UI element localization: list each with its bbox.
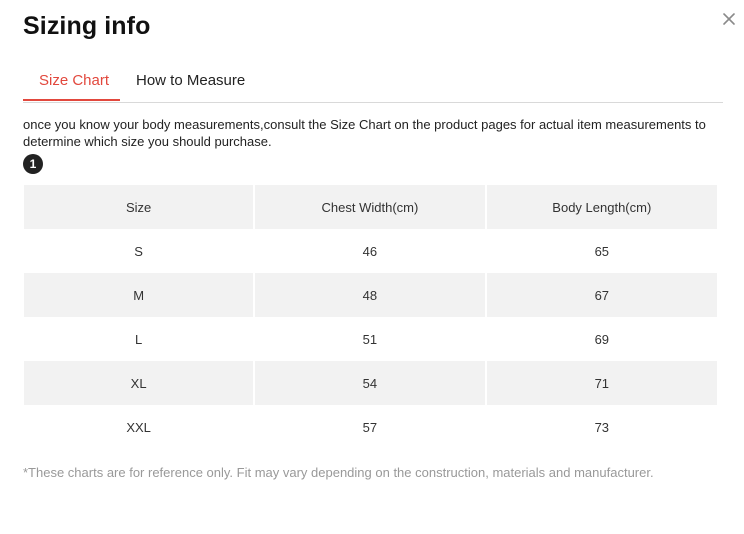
cell-size: XL [24, 361, 253, 405]
close-button[interactable] [718, 8, 740, 30]
cell-body-length: 65 [594, 243, 610, 259]
cell-chest-width: 51 [362, 331, 378, 347]
tab-bar [23, 60, 723, 103]
table-header-row [24, 185, 717, 229]
close-icon [718, 8, 740, 30]
cell-size: L [135, 331, 143, 347]
cell-body-length: 67 [487, 273, 717, 317]
table-row [24, 317, 717, 361]
cell-chest-width: 46 [362, 243, 378, 259]
table-row [24, 361, 717, 405]
cell-body-length: 71 [487, 361, 717, 405]
cell-size: S [134, 243, 143, 259]
tab-size-chart[interactable]: Size Chart [39, 72, 110, 89]
header-chest-width: Chest Width(cm) [255, 185, 484, 229]
table-row [24, 229, 717, 273]
cell-size: M [24, 273, 253, 317]
tab-how-to-measure[interactable]: How to Measure [136, 72, 246, 89]
cell-size: XXL [126, 419, 151, 435]
cell-chest-width: 57 [362, 419, 378, 435]
cell-body-length: 73 [594, 419, 610, 435]
header-body-length: Body Length(cm) [487, 185, 717, 229]
step-number-badge: 1 [23, 154, 43, 174]
table-row [24, 405, 717, 449]
disclaimer-footnote: *These charts are for reference only. Fit may vary depending on the construction, materials and manufacturer. [23, 465, 654, 480]
intro-text: once you know your body measurements,consult the Size Chart on the product pages for actual item measurements to determine which size you should purchase. [23, 117, 706, 149]
active-tab-indicator [23, 99, 120, 101]
cell-body-length: 69 [594, 331, 610, 347]
table-row [24, 273, 717, 317]
cell-chest-width: 48 [255, 273, 484, 317]
size-chart-table [22, 185, 719, 449]
cell-chest-width: 54 [255, 361, 484, 405]
dialog-title: Sizing info [23, 12, 151, 40]
header-size: Size [24, 185, 253, 229]
